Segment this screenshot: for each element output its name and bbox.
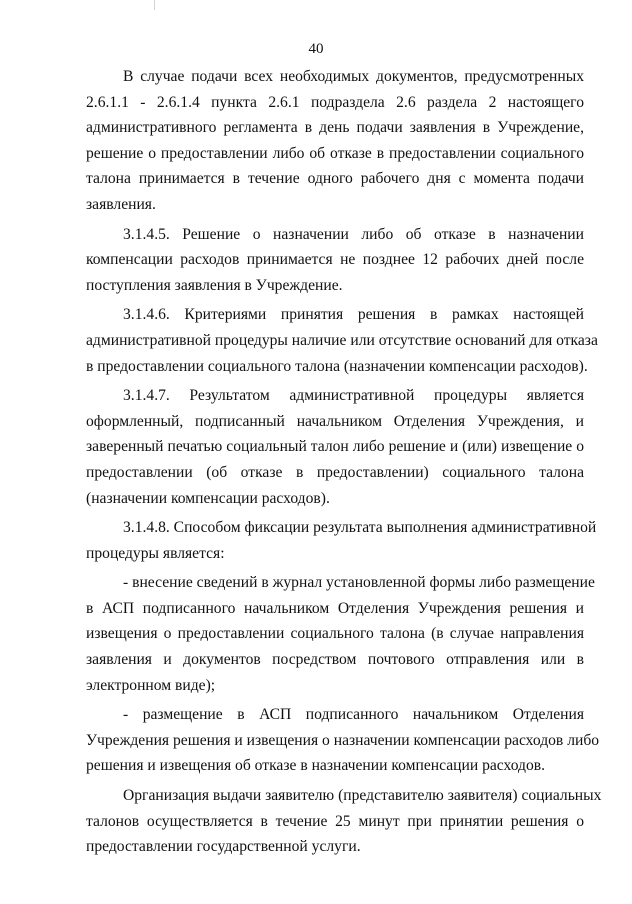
paragraph-line: решение о предоставлении либо об отказе в предоставлении социального [86, 144, 584, 162]
paragraph-line: - внесение сведений в журнал установленной формы либо размещение [123, 574, 595, 592]
scan-artifact [154, 0, 155, 10]
paragraph-line: в предоставлении социального талона (назначении компенсации расходов). [86, 357, 588, 375]
paragraph-p6 [86, 570, 595, 698]
paragraph-line: 3.1.4.7. Результатом административной процедуры является [123, 387, 584, 405]
paragraph-line: 3.1.4.5. Решение о назначении либо об отказе в назначении [123, 225, 584, 243]
paragraph-line: предоставлении государственной услуги. [86, 838, 361, 856]
paragraph-p1 [86, 64, 584, 218]
page-number: 40 [308, 41, 324, 57]
paragraph-line: оформленный, подписанный начальником Отделения Учреждения, и [86, 412, 584, 430]
paragraph-line: заявления и документов посредством почтового отправления или в [86, 651, 584, 669]
paragraph-line: В случае подачи всех необходимых документов, предусмотренных [123, 68, 584, 85]
paragraph-line: 3.1.4.6. Критериями принятия решения в рамках настоящей [123, 306, 584, 324]
paragraph-line: заявления. [86, 195, 156, 213]
paragraph-p8 [86, 783, 602, 860]
paragraph-line: (назначении компенсации расходов). [86, 489, 330, 507]
paragraph-line: решения и извещения об отказе в назначении компенсации расходов. [86, 757, 546, 775]
paragraph-p3 [86, 302, 598, 379]
paragraph-line: электронном виде); [86, 676, 216, 694]
paragraph-line: административной процедуры наличие или отсутствие оснований для отказа [86, 331, 598, 349]
document-body [86, 64, 602, 860]
paragraph-line: компенсации расходов принимается не позднее 12 рабочих дней после [86, 251, 584, 269]
paragraph-line: поступления заявления в Учреждение. [86, 276, 343, 294]
paragraph-line: извещения о предоставлении социального талона (в случае направления [86, 625, 584, 643]
paragraph-line: заверенный печатью социальный талон либо решение и (или) извещение о [86, 438, 584, 456]
paragraph-line: талона принимается в течение одного рабочего дня с момента подачи [86, 170, 584, 188]
paragraph-line: процедуры является: [86, 544, 225, 562]
paragraph-line: административного регламента в день подачи заявления в Учреждение, [86, 119, 584, 137]
paragraph-p7 [86, 702, 600, 779]
paragraph-p4 [86, 383, 584, 511]
paragraph-line: 3.1.4.8. Способом фиксации результата выполнения административной [123, 519, 597, 537]
paragraph-line: - размещение в АСП подписанного начальником Отделения [123, 706, 584, 724]
paragraph-line: Организация выдачи заявителю (представителю заявителя) социальных [123, 787, 602, 805]
paragraph-line: предоставлении (об отказе в предоставлении) социального талона [86, 463, 584, 481]
paragraph-line: Учреждения решения и извещения о назначении компенсации расходов либо [86, 731, 600, 749]
paragraph-line: 2.6.1.1 - 2.6.1.4 пункта 2.6.1 подраздела 2.6 раздела 2 настоящего [86, 93, 584, 111]
paragraph-line: в АСП подписанного начальником Отделения Учреждения решения и [86, 599, 584, 617]
paragraph-p5 [86, 515, 597, 566]
paragraph-p2 [86, 222, 584, 299]
paragraph-line: талонов осуществляется в течение 25 минут при принятии решения о [86, 812, 584, 830]
